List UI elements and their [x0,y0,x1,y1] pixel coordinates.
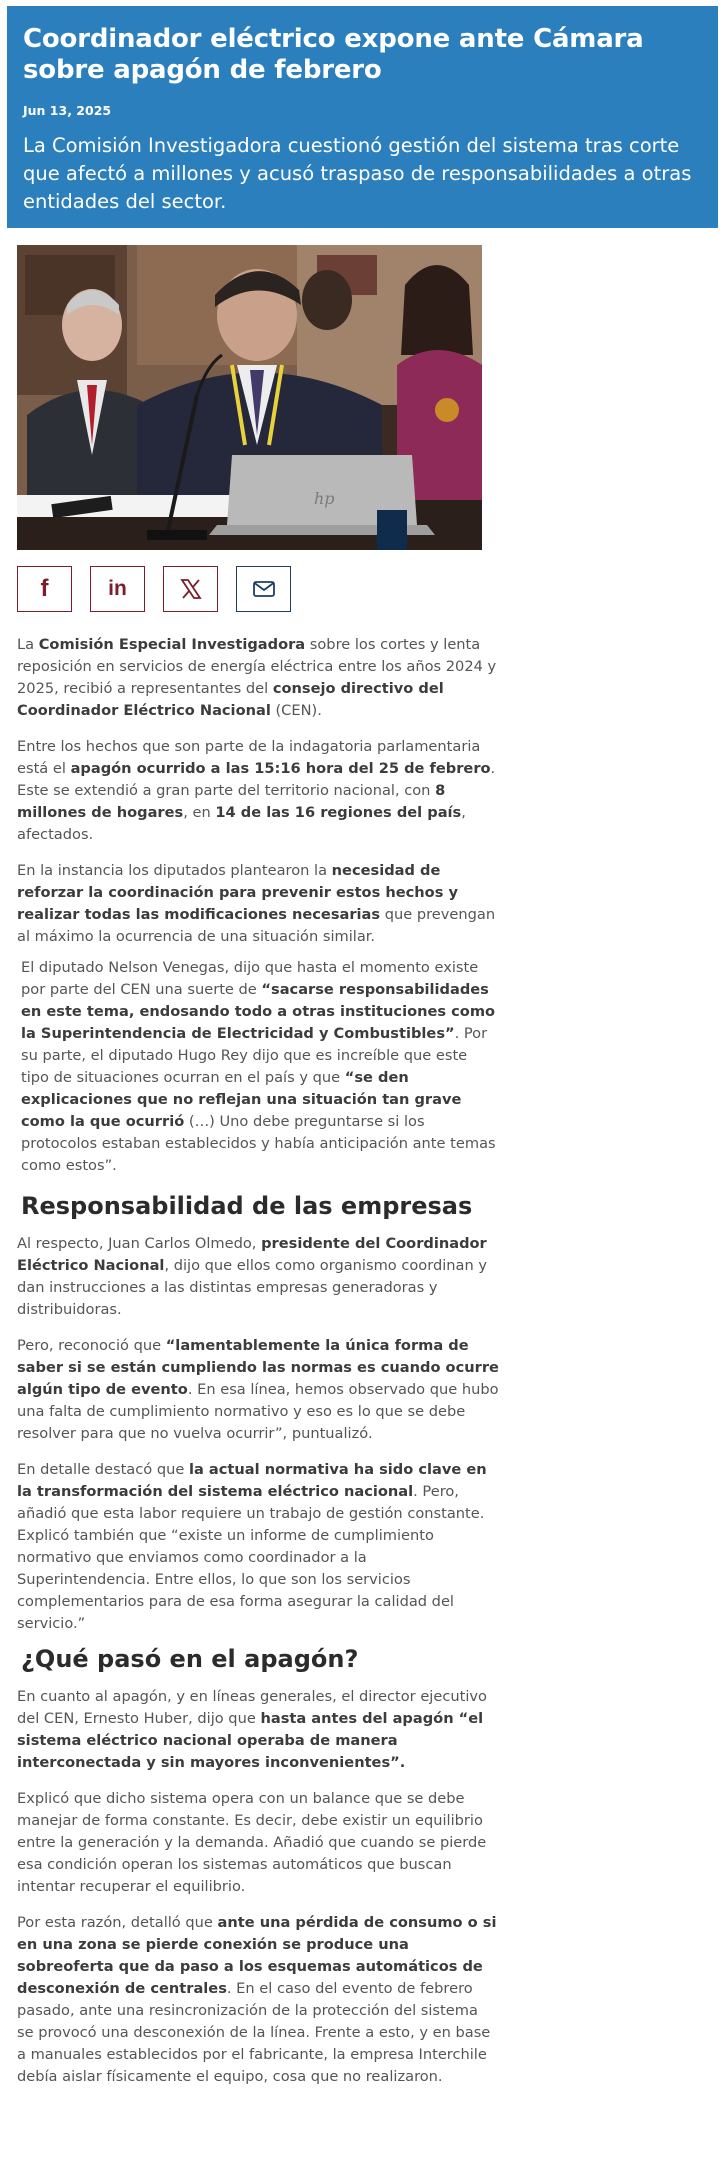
share-bar [17,566,499,612]
facebook-icon: f [40,575,49,602]
paragraph-5: Al respecto, Juan Carlos Olmedo, presidente del Coordinador Eléctrico Nacional, dijo que ellos como organismo coordinan y dan instrucciones a las distintas empresas generadoras y distribuidoras. [17,1235,488,1318]
paragraph-9: Explicó que dicho sistema opera con un balance que se debe manejar de forma constante. Es decir, debe existir un equilibrio entre la generación y la demanda. Añadió que cuando se pierde esa condición operan los sistemas automáticos que buscan intentar recuperar el equilibrio. [17,1790,487,1895]
share-facebook-button[interactable] [17,566,72,612]
paragraph-7: En detalle destacó que la actual normativa ha sido clave en la transformación del sistema eléctrico nacional. Pero, añadió que esta labor requiere un trabajo de gestión constante. Explicó también que “existe un informe de cumplimiento normativo que enviamos como coordinador a la Superintendencia. Entre ellos, lo que son los servicios complementarios para de esa forma asegurar la calidad del servicio.” [17,1461,487,1632]
paragraph-2: Entre los hechos que son parte de la indagatoria parlamentaria está el apagón ocurrido a las 15:16 hora del 25 de febrero. Este se extendió a gran parte del territorio nacional, con 8 millones de hogares, en 14 de las 16 regiones del país, afectados. [17,738,496,843]
article-title: Coordinador eléctrico expone ante Cámara sobre apagón de febrero [23,24,644,85]
share-email-button[interactable] [236,566,291,612]
paragraph-1: La Comisión Especial Investigadora sobre los cortes y lenta reposición en servicios de energía eléctrica entre los años 2024 y 2025, recibió a representantes del consejo directivo del Coordinador Eléctrico Nacional (CEN). [17,636,497,719]
article-body [17,634,499,2088]
paragraph-4: El diputado Nelson Venegas, dijo que hasta el momento existe por parte del CEN una suerte de “sacarse responsabilidades en este tema, endosando todo a otras instituciones como la Superintendencia de Electricidad y Combustibles”. Por su parte, el diputado Hugo Rey dijo que es increíble que este tipo de situaciones ocurran en el país y que “se den explicaciones que no reflejan una situación tan grave como la que ocurrió (…) Uno debe preguntarse si los protocolos estaban establecidos y había anticipación ante temas como estos”. [21,959,496,1174]
article-lead: La Comisión Investigadora cuestionó gestión del sistema tras corte que afectó a millones y acusó traspaso de responsabilidades a otras entidades del sector. [23,134,692,213]
article-photo [17,245,482,550]
paragraph-3: En la instancia los diputados plantearon la necesidad de reforzar la coordinación para prevenir estos hechos y realizar todas las modificaciones necesarias que prevengan al máximo la ocurrencia de una situación similar. [17,862,496,945]
envelope-icon [253,581,275,597]
share-linkedin-button[interactable] [90,566,145,612]
share-x-button[interactable] [163,566,218,612]
paragraph-6: Pero, reconoció que “lamentablemente la única forma de saber si se están cumpliendo las normas es cuando ocurre algún tipo de evento. En esa línea, hemos observado que hubo una falta de cumplimiento normativo y eso es lo que se debe resolver para que no vuelva ocurrir”, puntualizó. [17,1337,499,1442]
photo-illustration [17,245,482,550]
section-heading-responsabilidad: Responsabilidad de las empresas [21,1192,473,1220]
publish-date: Jun 13, 2025 [23,103,112,118]
article-header [7,6,718,228]
paragraph-10: Por esta razón, detalló que ante una pérdida de consumo o si en una zona se pierde conexión se produce una sobreoferta que da paso a los esquemas automáticos de desconexión de centrales. En el caso del evento de febrero pasado, ante una resincronización de la protección del sistema se provocó una desconexión de la línea. Frente a esto, y en base a manuales establecidos por el fabricante, la empresa Interchile debía aislar físicamente el equipo, cosa que no realizaron. [17,1914,497,2085]
x-icon [180,579,202,599]
section-heading-apagon: ¿Qué pasó en el apagón? [21,1645,359,1673]
article-content [17,245,499,2088]
laptop-logo: hp [314,489,335,508]
linkedin-icon: in [108,577,127,600]
paragraph-8: En cuanto al apagón, y en líneas generales, el director ejecutivo del CEN, Ernesto Huber, dijo que hasta antes del apagón “el sistema eléctrico nacional operaba de manera interconectada y sin mayores inconvenientes”. [17,1688,487,1771]
